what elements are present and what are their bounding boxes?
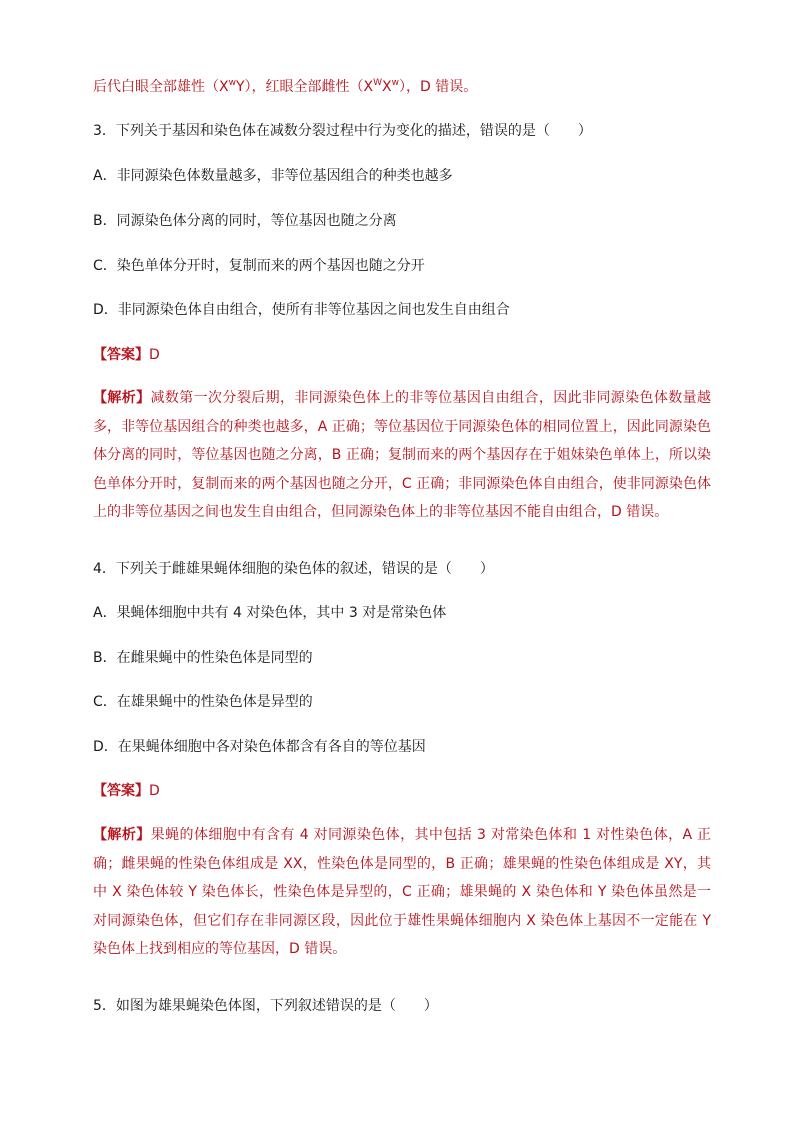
analysis-label: 【解析】 (93, 390, 151, 406)
question-4-stem: 4．下列关于雌雄果蝇体细胞的染色体的叙述，错误的是（ ） (93, 561, 494, 577)
answer-label: 【答案】 (93, 783, 149, 799)
answer-value: D (149, 347, 160, 363)
question-3-analysis (93, 384, 711, 527)
analysis-text: 减数第一次分裂后期，非同源染色体上的非等位基因自由组合，因此非同源染色体数量越多，非等位基因组合的种类也越多，A 正确；等位基因位于同源染色体的相同位置上，因此同源染色体分离的同时，等位基因也随之分离，B 正确；复制而来的两个基因存在于姐妹染色单体上，所以染色单体分开时，复制而来的两个基因也随之分开，C 正确；非同源染色体自由组合，使非同源染色体上的非等位基因之间也发生自由组合，但同源染色体上的非等位基因不能自由组合，D 错误。 (93, 390, 712, 521)
question-5-stem: 5．如图为雄果蝇染色体图，下列叙述错误的是（ ） (93, 998, 438, 1014)
analysis-text: 果蝇的体细胞中有含有 4 对同源染色体，其中包括 3 对常染色体和 1 对性染色体，A 正确；雌果蝇的性染色体组成是 XX，性染色体是同型的，B 正确；雄果蝇的性染色体组成是 XY，其中 X 染色体较 Y 染色体长，性染色体是异型的，C 正确；雄果蝇的 X 染色体和 Y 染色体虽然是一对同源染色体，但它们存在非同源区段，因此位于雄性果蝇体细胞内 X 染色体上基因不一定能在 Y 染色体上找到相应的等位基因，D 错误。 (93, 827, 711, 958)
question-4-option-a: A．果蝇体细胞中共有 4 对染色体，其中 3 对是常染色体 (93, 605, 447, 621)
answer-label: 【答案】 (93, 347, 149, 363)
previous-analysis-tail (93, 76, 477, 98)
text-fragment: 后代白眼全部雄性（X (93, 79, 229, 95)
superscript: w (391, 78, 399, 88)
question-3-answer (93, 344, 160, 366)
text-fragment: Y），红眼全部雌性（X (235, 79, 374, 95)
question-4-option-b: B．在雌果蝇中的性染色体是同型的 (93, 650, 313, 666)
question-4-option-c: C．在雄果蝇中的性染色体是异型的 (93, 694, 313, 710)
text-fragment: X (382, 79, 392, 95)
question-4-answer (93, 780, 160, 802)
answer-value: D (149, 783, 160, 799)
superscript: W (373, 78, 383, 88)
question-3-option-c: C．染色单体分开时，复制而来的两个基因也随之分开 (93, 258, 425, 274)
question-3-option-a: A．非同源染色体数量越多，非等位基因组合的种类也越多 (93, 168, 453, 184)
question-3-option-d: D．非同源染色体自由组合，使所有非等位基因之间也发生自由组合 (93, 302, 510, 318)
question-4-analysis (93, 821, 711, 964)
question-3-stem: 3．下列关于基因和染色体在减数分裂过程中行为变化的描述，错误的是（ ） (93, 123, 592, 139)
superscript: w (228, 78, 236, 88)
text-fragment: ），D 错误。 (399, 79, 478, 95)
question-3-option-b: B．同源染色体分离的同时，等位基因也随之分离 (93, 213, 397, 229)
analysis-label: 【解析】 (93, 827, 151, 843)
question-4-option-d: D．在果蝇体细胞中各对染色体都含有各自的等位基因 (93, 739, 426, 755)
